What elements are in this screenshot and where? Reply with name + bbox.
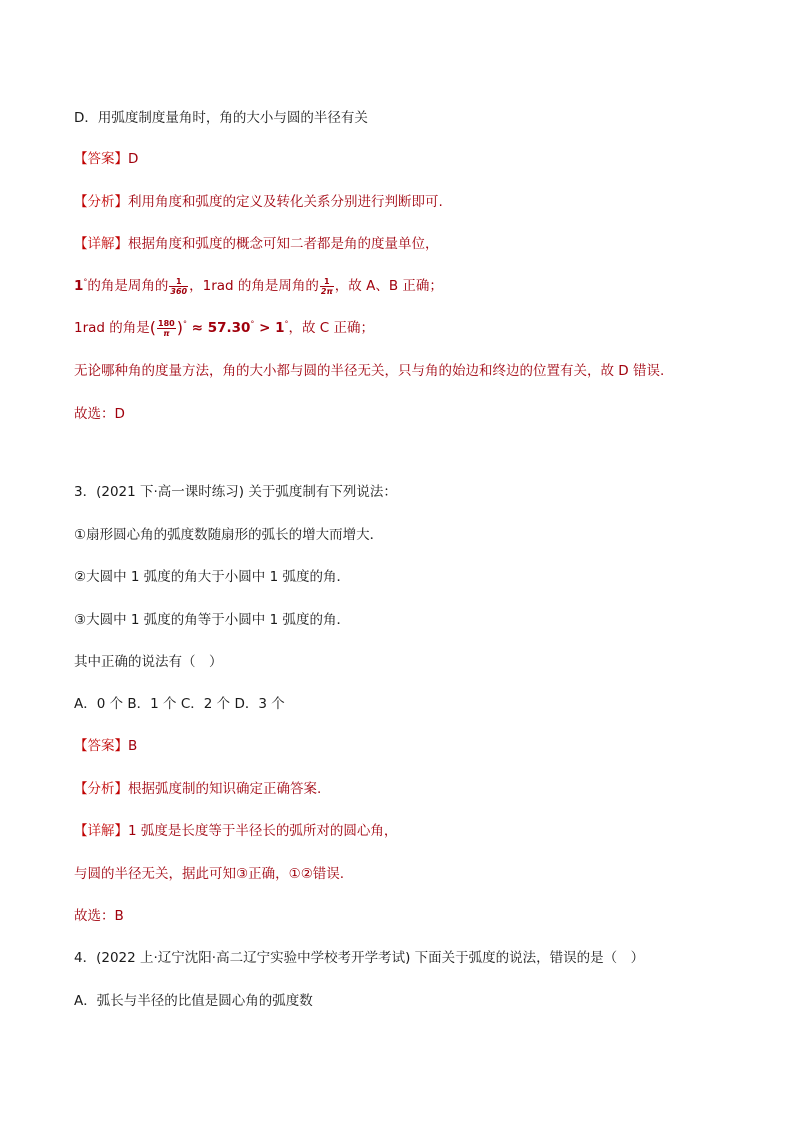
q2-choice: 故选：D (74, 406, 125, 422)
right-paren: ) (176, 318, 183, 337)
left-paren: ( (149, 318, 157, 337)
text-seg: 的角是周角的 (87, 278, 169, 294)
q3-ask: 其中正确的说法有（ ） (74, 654, 223, 670)
fraction-num: 1 (320, 277, 334, 287)
analysis-text: 根据弧度制的知识确定正确答案. (128, 781, 322, 797)
q3-stem: 3．(2021 下·高一课时练习) 关于弧度制有下列说法： (74, 484, 397, 500)
greater-than: > 1 (254, 320, 285, 336)
degree-sign: ° (83, 277, 88, 287)
degree-sign: ° (182, 319, 187, 329)
answer-tag: 【答案】 (74, 738, 128, 754)
q3-detail (74, 821, 397, 841)
fraction-den: 360 (170, 286, 188, 296)
q2-detail-line2 (74, 318, 374, 338)
q2-option-d: D．用弧度制度量角时，角的大小与圆的半径有关 (74, 110, 368, 126)
q3-choice: 故选：B (74, 908, 124, 924)
analysis-tag: 【分析】 (74, 781, 128, 797)
analysis-text: 利用角度和弧度的定义及转化关系分别进行判断即可. (128, 194, 443, 210)
text-seg: ，故 A、B 正确； (334, 278, 443, 294)
answer-value: D (128, 151, 139, 167)
fraction-den: π (163, 328, 170, 338)
detail-text: 1 弧度是长度等于半径长的弧所对的圆心角， (128, 823, 398, 839)
q2-analysis (74, 192, 443, 212)
one: 1 (74, 278, 84, 294)
approx-value: ≈ 57.30 (186, 320, 251, 336)
text-seg: ，1rad 的角是周角的 (189, 278, 319, 294)
text-seg: 1rad 的角是 (74, 320, 150, 336)
fraction-den: 2π (320, 286, 333, 296)
analysis-tag: 【分析】 (74, 194, 128, 210)
q4-option-a: A．弧长与半径的比值是圆心角的弧度数 (74, 993, 313, 1009)
q2-detail-line3: 无论哪种角的度量方法，角的大小都与圆的半径无关，只与角的始边和终边的位置有关，故 D 错误. (74, 363, 665, 379)
fraction-num: 1 (169, 277, 188, 287)
q2-detail-line1 (74, 276, 443, 296)
detail-tag: 【详解】 (74, 236, 128, 252)
fraction-num: 180 (158, 318, 175, 328)
q4-stem: 4．(2022 上·辽宁沈阳·高二辽宁实验中学校考开学考试) 下面关于弧度的说法，错误的是（ ） (74, 950, 645, 966)
answer-value: B (128, 738, 138, 754)
q3-statement-3: ③大圆中 1 弧度的角等于小圆中 1 弧度的角． (74, 612, 350, 628)
fraction-180-pi (157, 319, 176, 338)
q2-detail (74, 234, 439, 254)
fraction-1-2pi (320, 277, 334, 296)
detail-text: 根据角度和弧度的概念可知二者都是角的度量单位， (128, 236, 439, 252)
answer-tag: 【答案】 (74, 151, 128, 167)
q3-options: A．0 个 B．1 个 C．2 个 D．3 个 (74, 696, 285, 712)
text-seg: ，故 C 正确； (288, 320, 375, 336)
q2-answer (74, 149, 138, 169)
q3-answer (74, 736, 137, 756)
q3-statement-1: ①扇形圆心角的弧度数随扇形的弧长的增大而增大． (74, 527, 384, 543)
q3-statement-2: ②大圆中 1 弧度的角大于小圆中 1 弧度的角． (74, 569, 350, 585)
degree-sign: ° (284, 319, 289, 329)
detail-tag: 【详解】 (74, 823, 128, 839)
q3-detail-line2: 与圆的半径无关，据此可知③正确，①②错误. (74, 866, 345, 882)
degree-sign: ° (250, 319, 255, 329)
fraction-1-360 (169, 277, 188, 296)
q3-analysis (74, 779, 321, 799)
